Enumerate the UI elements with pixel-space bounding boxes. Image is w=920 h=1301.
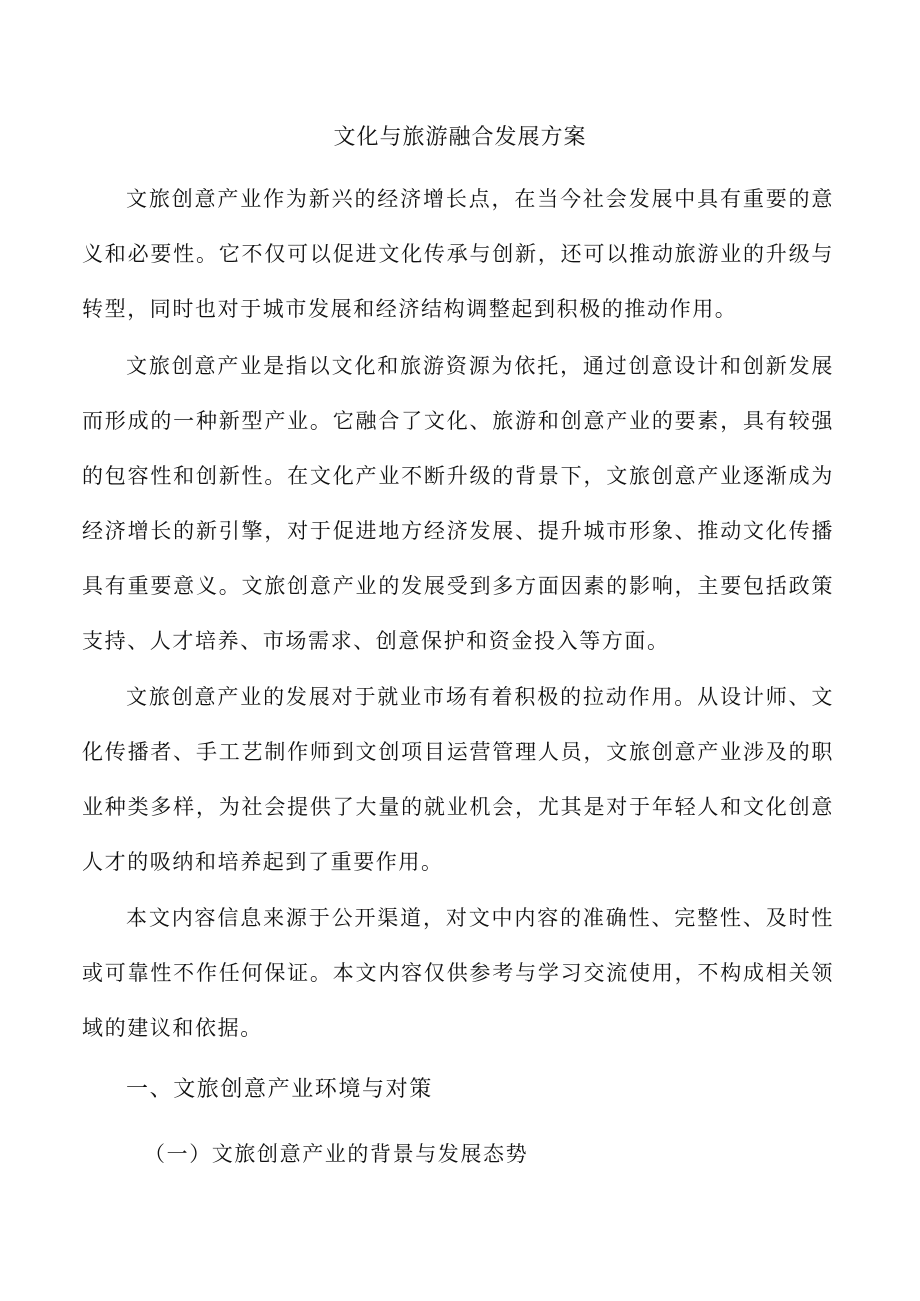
section-heading: 一、文旅创意产业环境与对策: [126, 1077, 433, 1102]
paragraph-definition: 文旅创意产业是指以文化和旅游资源为依托，通过创意设计和创新发展而形成的一种新型产业。它融合了文化、旅游和创意产业的要素，具有较强的包容性和创新性。在文化产业不断升级的背景下，文旅创意产业逐渐成为经济增长的新引擎，对于促进地方经济发展、提升城市形象、推动文化传播具有重要意义。文旅创意产业的发展受到多方面因素的影响，主要包括政策支持、人才培养、市场需求、创意保护和资金投入等方面。: [82, 354, 834, 653]
paragraph-intro: 文旅创意产业作为新兴的经济增长点，在当今社会发展中具有重要的意义和必要性。它不仅可以促进文化传承与创新，还可以推动旅游业的升级与转型，同时也对于城市发展和经济结构调整起到积极的推动作用。: [82, 187, 834, 321]
paragraph-employment: 文旅创意产业的发展对于就业市场有着积极的拉动作用。从设计师、文化传播者、手工艺制作师到文创项目运营管理人员，文旅创意产业涉及的职业种类多样，为社会提供了大量的就业机会，尤其是对于年轻人和文化创意人才的吸纳和培养起到了重要作用。: [82, 685, 834, 874]
document-title: 文化与旅游融合发展方案: [333, 125, 587, 150]
paragraph-disclaimer: 本文内容信息来源于公开渠道，对文中内容的准确性、完整性、及时性或可靠性不作任何保证。本文内容仅供参考与学习交流使用，不构成相关领域的建议和依据。: [82, 906, 834, 1040]
subsection-heading: （一）文旅创意产业的背景与发展态势: [144, 1142, 529, 1166]
